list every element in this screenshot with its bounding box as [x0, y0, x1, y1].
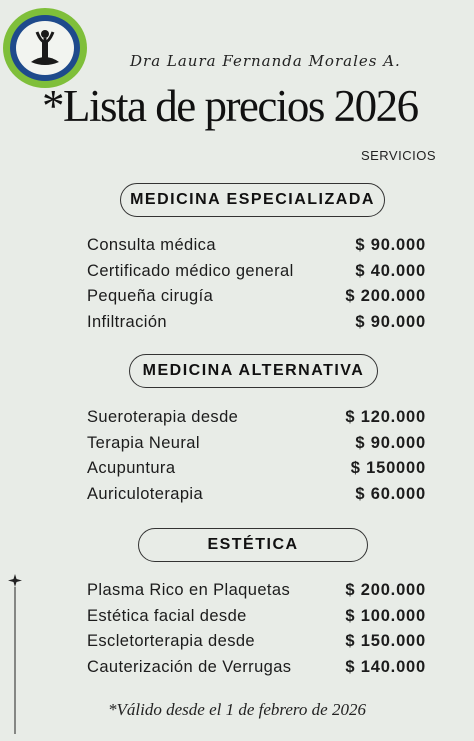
section-heading-estetica: ESTÉTICA — [138, 528, 368, 562]
service-price: $ 90.000 — [355, 236, 426, 254]
page-title: *Lista de precios 2026 — [42, 81, 418, 131]
list-item — [87, 485, 426, 511]
service-name: Estética facial desde — [87, 606, 247, 625]
section-list-medicina-especializada — [87, 236, 426, 339]
meditation-figure-icon — [25, 26, 65, 70]
service-name: Pequeña cirugía — [87, 287, 214, 306]
doctor-name: Dra Laura Fernanda Morales A. — [130, 52, 401, 70]
list-item — [87, 313, 426, 339]
service-name: Acupuntura — [87, 459, 176, 478]
service-name: Certificado médico general — [87, 261, 294, 280]
service-name: Plasma Rico en Plaquetas — [87, 581, 291, 599]
list-item — [87, 236, 426, 262]
list-item — [87, 607, 426, 633]
list-item — [87, 287, 426, 313]
service-name: Auriculoterapia — [87, 485, 204, 504]
service-price: $ 150.000 — [345, 632, 426, 651]
list-item — [87, 581, 426, 607]
service-price: $ 140.000 — [345, 658, 426, 677]
services-label: SERVICIOS — [360, 148, 436, 163]
service-price: $ 120.000 — [345, 408, 426, 426]
clinic-logo — [3, 8, 87, 88]
list-item — [87, 262, 426, 288]
list-item — [87, 658, 426, 684]
service-name: Sueroterapia desde — [87, 408, 239, 426]
list-item — [87, 459, 426, 485]
validity-note: *Válido desde el 1 de febrero de 2026 — [108, 700, 366, 719]
service-name: Consulta médica — [87, 236, 216, 254]
service-price: $ 40.000 — [355, 261, 426, 280]
service-price: $ 150000 — [350, 459, 426, 478]
service-price: $ 200.000 — [345, 287, 426, 306]
service-price: $ 60.000 — [355, 485, 426, 504]
service-name: Escletorterapia desde — [87, 632, 255, 651]
service-name: Terapia Neural — [87, 433, 200, 452]
list-item — [87, 632, 426, 658]
service-name: Cauterización de Verrugas — [87, 658, 292, 677]
service-price: $ 100.000 — [345, 606, 426, 625]
service-name: Infiltración — [87, 313, 168, 332]
service-price: $ 90.000 — [355, 433, 426, 452]
list-item — [87, 408, 426, 434]
list-item — [87, 434, 426, 460]
section-list-medicina-alternativa — [87, 408, 426, 511]
section-list-estetica — [87, 581, 426, 684]
service-price: $ 200.000 — [345, 581, 426, 599]
section-heading-medicina-alternativa: MEDICINA ALTERNATIVA — [129, 354, 378, 388]
section-heading-medicina-especializada: MEDICINA ESPECIALIZADA — [120, 183, 385, 217]
service-price: $ 90.000 — [355, 313, 426, 332]
